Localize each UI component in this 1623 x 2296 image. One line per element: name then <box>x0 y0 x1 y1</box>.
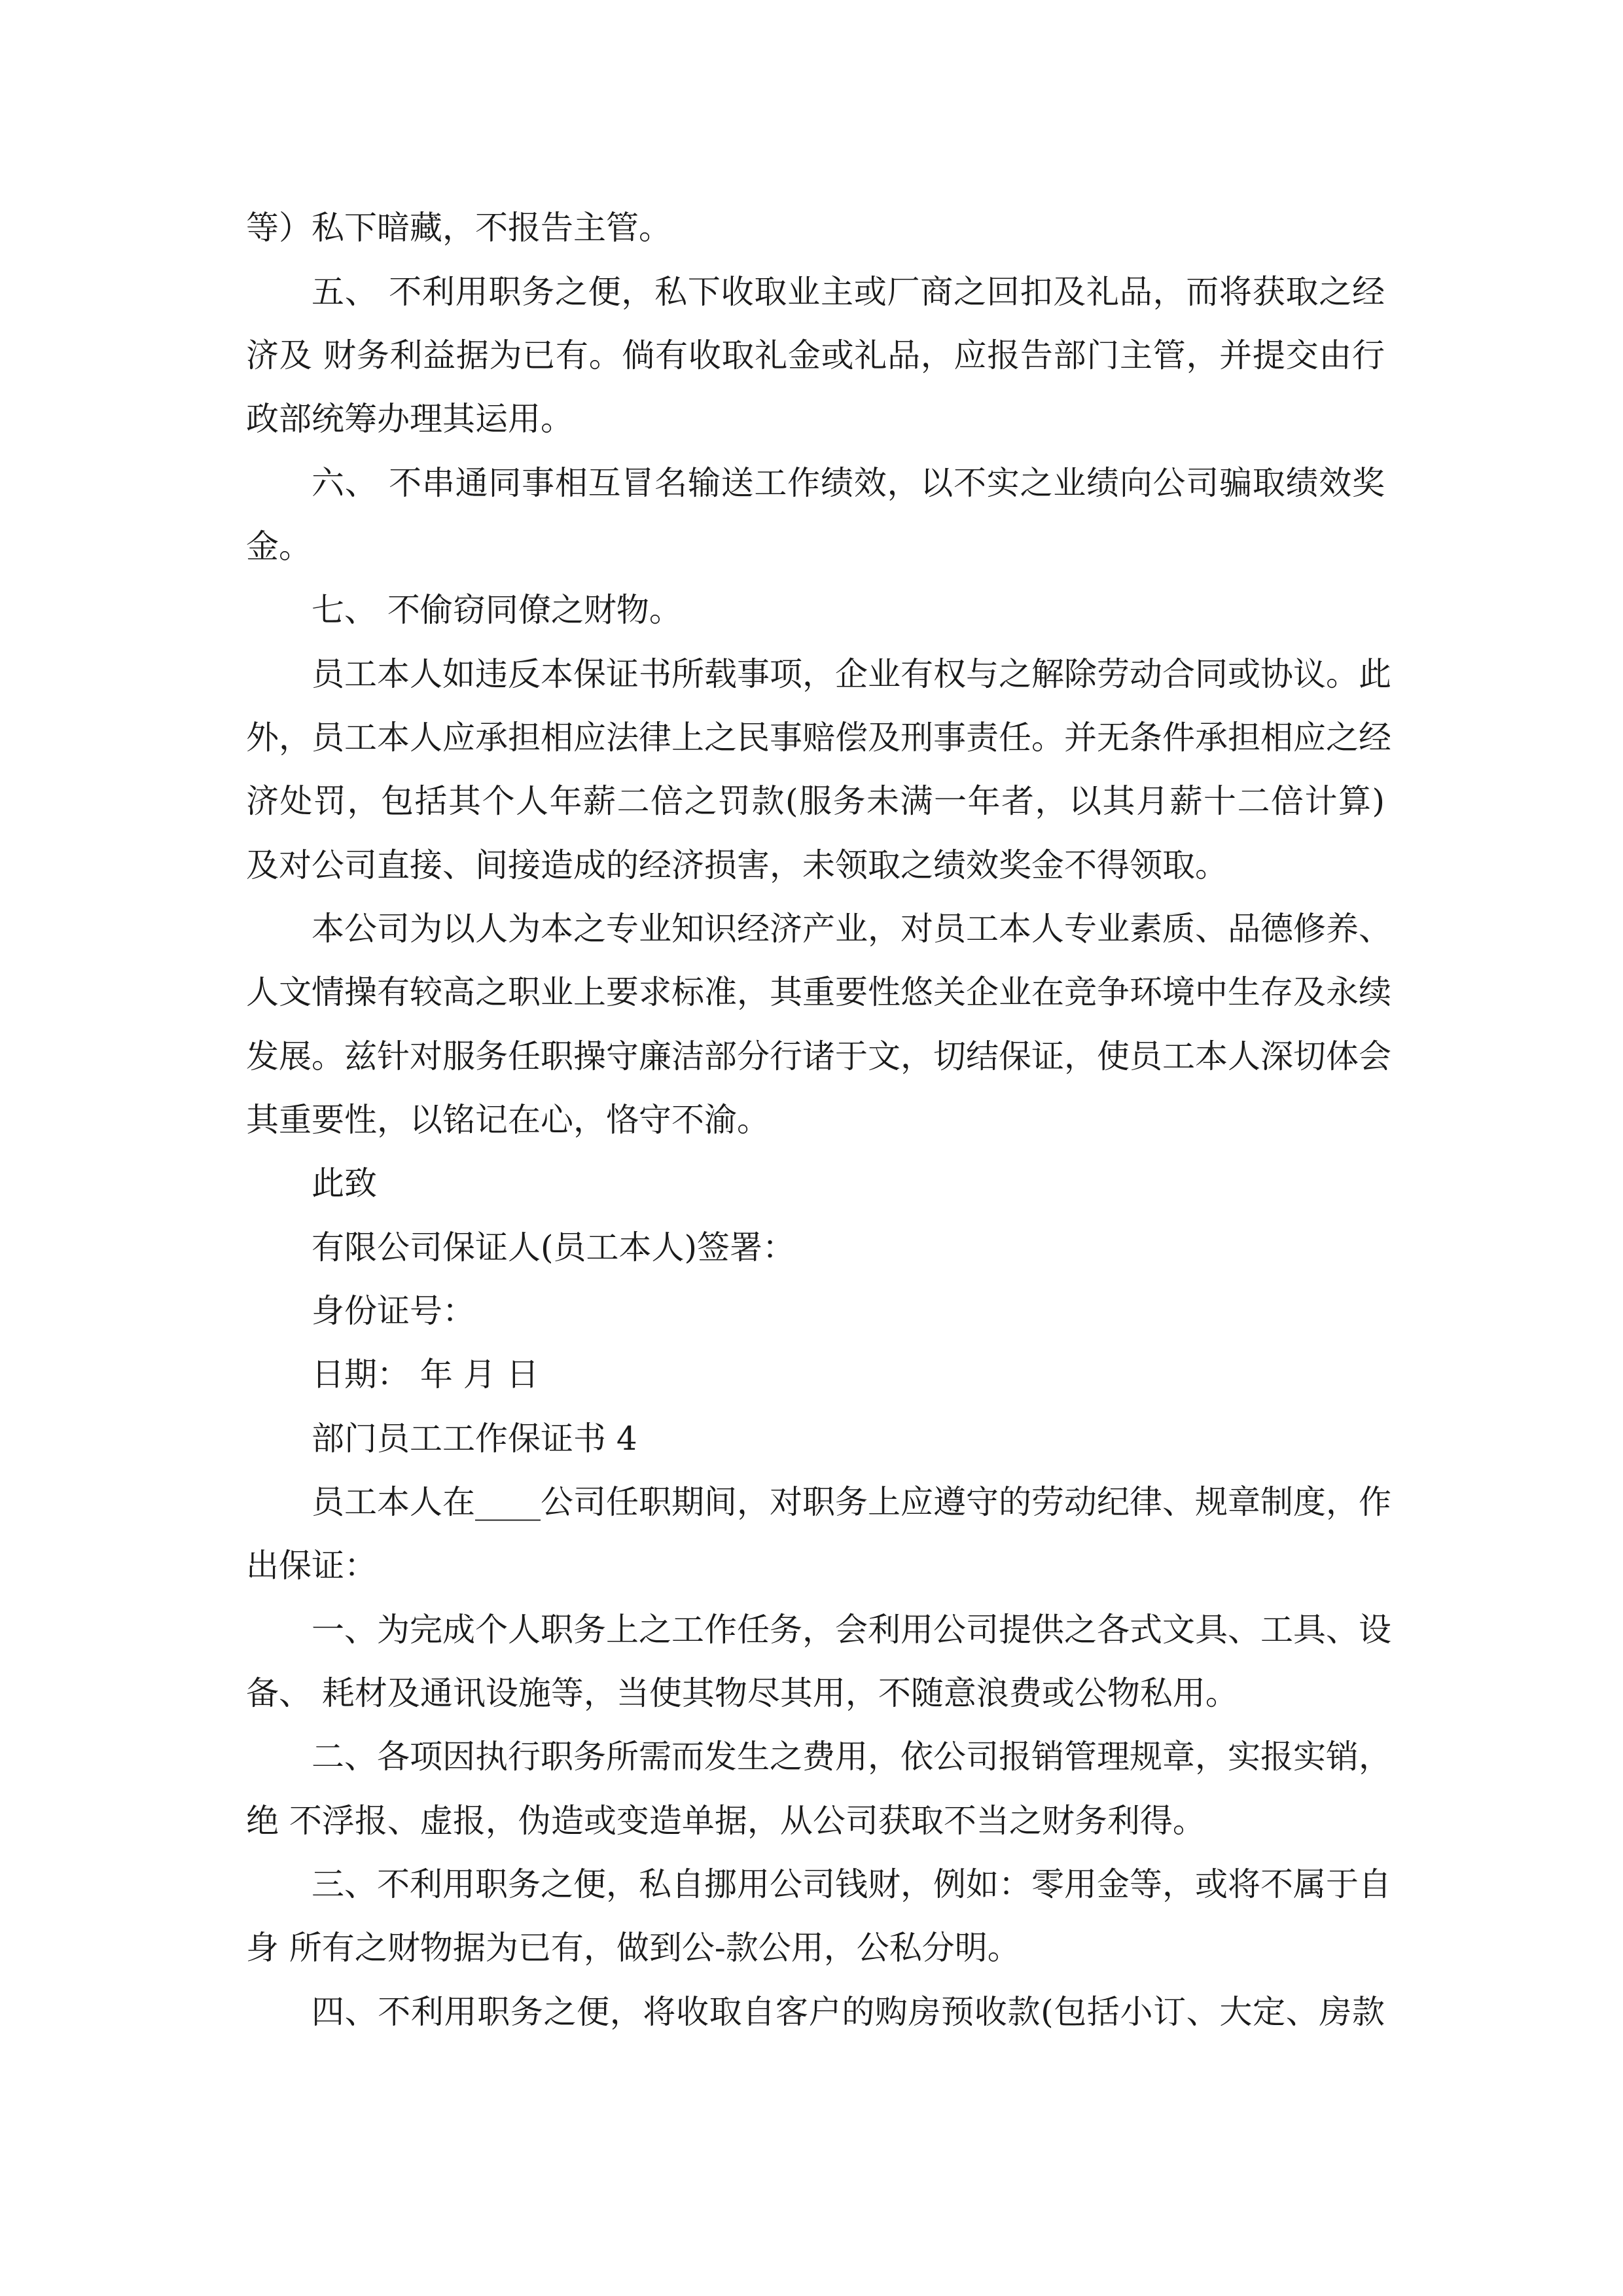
text-line: 三、不利用职务之便，私自挪用公司钱财，例如：零用金等，或将不属于自 <box>312 1865 1391 1903</box>
text-line: 五、 不利用职务之便，私下收取业主或厂商之回扣及礼品，而将获取之经 <box>312 273 1385 311</box>
text-line: 人文情操有较高之职业上要求标准，其重要性悠关企业在竞争环境中生存及永续 <box>246 973 1391 1011</box>
text-line: 等）私下暗藏，不报告主管。 <box>246 209 671 247</box>
text-line: 备、 耗材及通讯设施等，当使其物尽其用，不随意浪费或公物私用。 <box>246 1674 1238 1712</box>
id-number-line: 身份证号： <box>312 1292 475 1330</box>
text-line: 一、为完成个人职务上之工作任务，会利用公司提供之各式文具、工具、设 <box>312 1611 1391 1649</box>
text-line: 济处罚，包括其个人年薪二倍之罚款(服务未满一年者，以其月薪十二倍计算) <box>246 782 1385 820</box>
text-line: 员工本人在____公司任职期间，对职务上应遵守的劳动纪律、规章制度，作 <box>312 1483 1391 1521</box>
text-line: 四、不利用职务之便，将收取自客户的购房预收款(包括小订、大定、房款 <box>312 1993 1385 2031</box>
date-line: 日期： 年 月 日 <box>312 1355 539 1393</box>
section-title: 部门员工工作保证书 4 <box>312 1420 637 1458</box>
text-line: 二、各项因执行职务所需而发生之费用，依公司报销管理规章，实报实销， <box>312 1738 1391 1776</box>
text-line: 济及 财务利益据为已有。倘有收取礼金或礼品，应报告部门主管，并提交由行 <box>246 336 1385 374</box>
text-line: 出保证： <box>246 1547 377 1585</box>
text-line: 六、 不串通同事相互冒名输送工作绩效，以不实之业绩向公司骗取绩效奖 <box>312 464 1385 502</box>
text-line: 政部统筹办理其运用。 <box>246 400 573 438</box>
text-line: 员工本人如违反本保证书所载事项，企业有权与之解除劳动合同或协议。此 <box>312 655 1391 693</box>
text-line: 此致 <box>312 1164 377 1202</box>
text-line: 身 所有之财物据为已有，做到公-款公用，公私分明。 <box>246 1929 1020 1967</box>
text-line: 金。 <box>246 528 312 565</box>
text-line: 及对公司直接、间接造成的经济损害，未领取之绩效奖金不得领取。 <box>246 846 1228 884</box>
signature-line: 有限公司保证人(员工本人)签署： <box>312 1229 796 1266</box>
text-line: 绝 不浮报、虚报，伪造或变造单据，从公司获取不当之财务利得。 <box>246 1802 1205 1840</box>
text-line: 发展。兹针对服务任职操守廉洁部分行诸于文，切结保证，使员工本人深切体会 <box>246 1037 1391 1075</box>
text-line: 其重要性，以铭记在心，恪守不渝。 <box>246 1101 770 1139</box>
text-line: 本公司为以人为本之专业知识经济产业，对员工本人专业素质、品德修养、 <box>312 910 1391 948</box>
text-line: 外，员工本人应承担相应法律上之民事赔偿及刑事责任。并无条件承担相应之经 <box>246 719 1391 757</box>
text-line: 七、 不偷窃同僚之财物。 <box>312 591 682 629</box>
